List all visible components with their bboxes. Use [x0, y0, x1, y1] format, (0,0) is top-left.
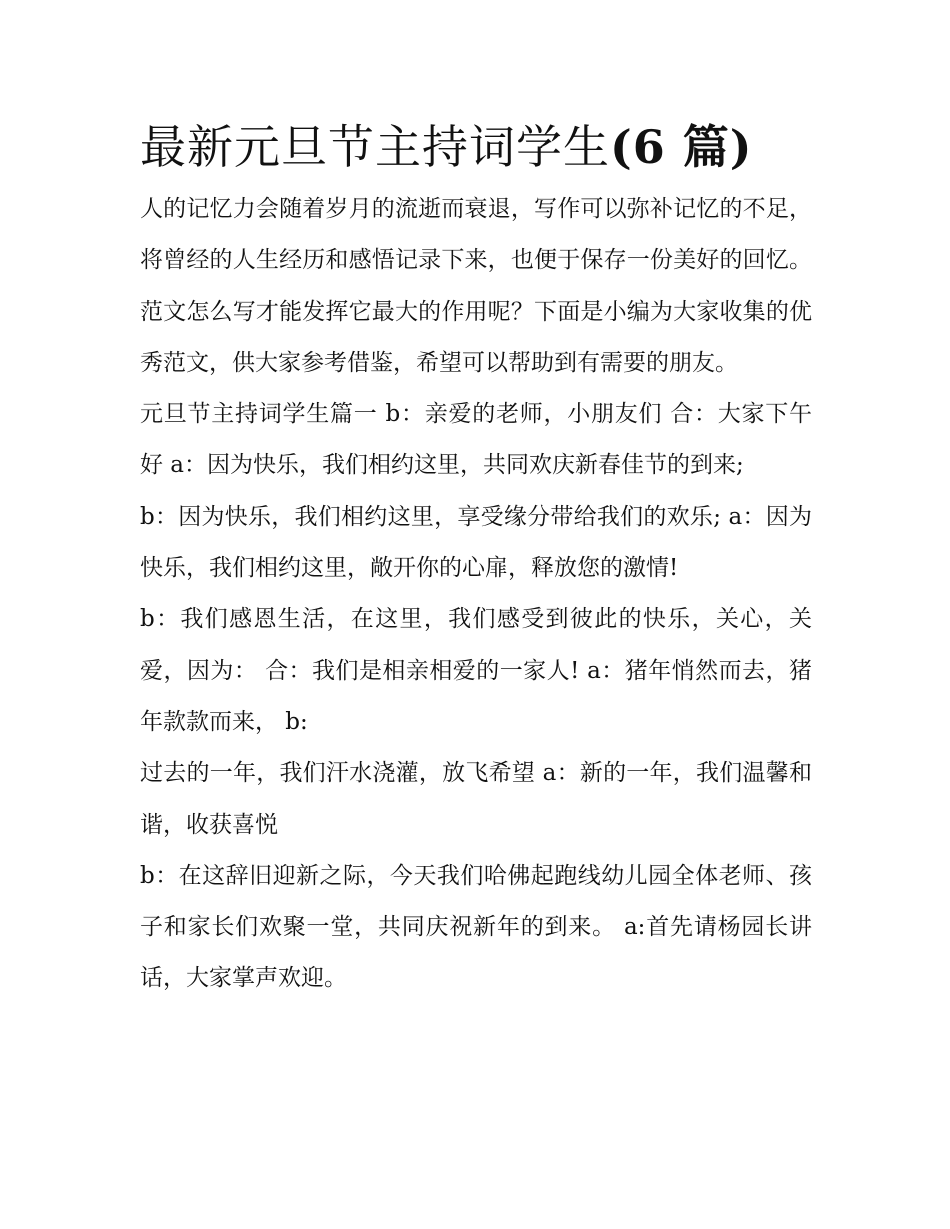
- title-main: 最新元旦节主持词学生: [140, 120, 610, 174]
- intro-paragraph: 人的记忆力会随着岁月的流逝而衰退，写作可以弥补记忆的不足，将曾经的人生经历和感悟记录下来，也便于保存一份美好的回忆。范文怎么写才能发挥它最大的作用呢？下面是小编为大家收集的优秀范文，供大家参考借鉴，希望可以帮助到有需要的朋友。: [140, 196, 812, 376]
- body-paragraph: 过去的一年，我们汗水浇灌，放飞希望 a：新的一年，我们温馨和谐，收获喜悦: [140, 760, 812, 838]
- body-paragraph: b：我们感恩生活，在这里，我们感受到彼此的快乐，关心，关爱，因为： 合：我们是相亲相爱的一家人! a：猪年悄然而去，猪年款款而来， b:: [140, 606, 812, 735]
- body-paragraph: b：在这辞旧迎新之际，今天我们哈佛起跑线幼儿园全体老师、孩子和家长们欢聚一堂，共同庆祝新年的到来。 a:首先请杨园长讲话，大家掌声欢迎。: [140, 862, 812, 992]
- document-page: [140, 110, 812, 1005]
- body-paragraph: b：因为快乐，我们相约这里，享受缘分带给我们的欢乐; a：因为快乐，我们相约这里，敞开你的心扉，释放您的激情!: [140, 503, 812, 582]
- title-suffix: (6 篇): [610, 120, 753, 174]
- document-title: [140, 110, 812, 184]
- body-paragraph: 元旦节主持词学生篇一 b：亲爱的老师，小朋友们 合：大家下午好 a：因为快乐，我们相约这里，共同欢庆新春佳节的到来;: [140, 401, 812, 479]
